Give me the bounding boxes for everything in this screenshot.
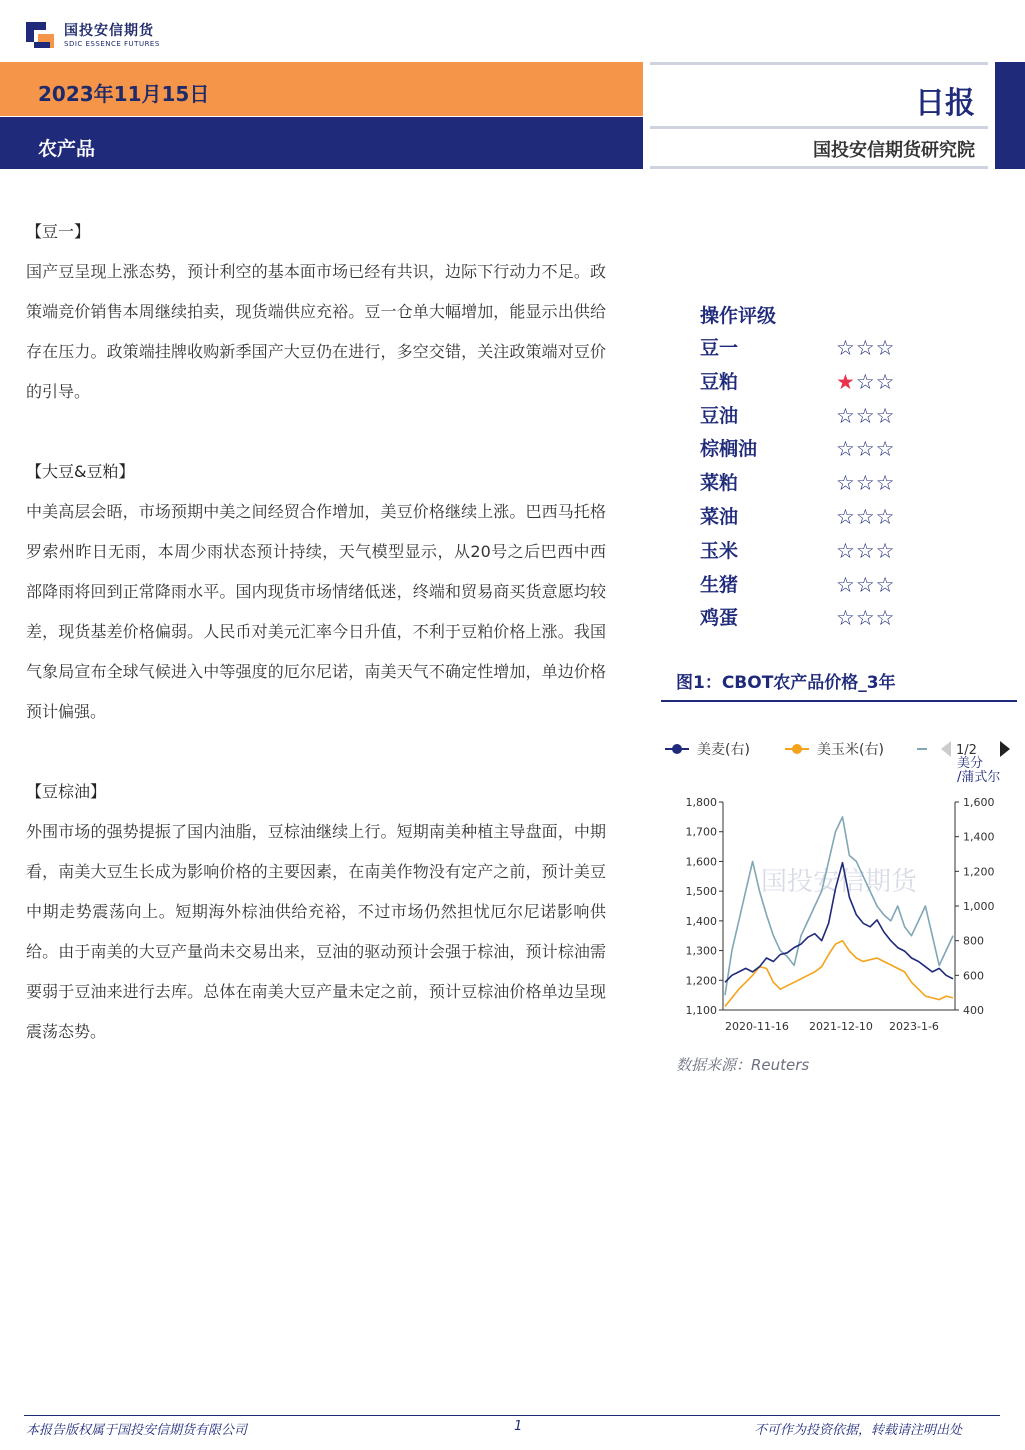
legend-marker-corn <box>792 744 802 754</box>
rating-product-name: 玉米 <box>700 539 739 562</box>
rating-stars <box>836 535 895 567</box>
rating-product-name: 鸡蛋 <box>700 607 739 630</box>
legend-graphic <box>663 737 1023 785</box>
footer-rule <box>24 1415 1000 1416</box>
section-paragraph: 外围市场的强势提振了国内油脂，豆棕油继续上行。短期南美种植主导盘面，中期看，南美大豆生长成为影响价格的主要因素，在南美作物没有定产之前，预计美豆中期走势震荡向上。短期海外棕油供给充裕，不过市场仍然担忧厄尔尼诺影响供给。由于南美的大豆产量尚未交易出来，豆油的驱动预计会强于棕油，预计棕油需要弱于豆油来进行去库。总体在南美大豆产量未定之前，预计豆棕油价格单边呈现震荡态势。 <box>26 822 606 1041</box>
section-paragraph: 中美高层会晤，市场预期中美之间经贸合作增加，美豆价格继续上涨。巴西马托格罗索州昨日无雨，本周少雨状态预计持续，天气模型显示，从20号之后巴西中西部降雨将回到正常降雨水平。国内现货市场情绪低迷，终端和贸易商买货意愿均较差，现货基差价格偏弱。人民币对美元汇率今日升值，不利于豆粕价格上涨。我国气象局宣布全球气候进入中等强度的厄尔尼诺，南美天气不确定性增加，单边价格预计偏强。 <box>26 502 606 721</box>
chart-legend <box>663 737 1023 785</box>
star-outline-icon: ☆ <box>875 504 896 529</box>
rating-row <box>700 400 950 434</box>
star-outline-icon: ☆ <box>855 606 876 631</box>
rating-stars <box>836 433 895 465</box>
star-outline-icon: ☆ <box>836 606 856 631</box>
report-type: 日报 <box>915 86 975 121</box>
commentary-column <box>26 212 606 1092</box>
data-source: 数据来源：Reuters <box>676 1056 810 1074</box>
figure-title: 图1：CBOT农产品价格_3年 <box>676 673 896 693</box>
rating-row <box>700 602 950 636</box>
series-line <box>725 817 953 995</box>
rating-row <box>700 501 950 535</box>
legend-page-indicator: 1/2 <box>956 743 977 758</box>
star-outline-icon: ☆ <box>836 538 856 563</box>
star-filled-icon: ★ <box>836 369 856 394</box>
legend-label-wheat: 美麦(右) <box>697 742 750 758</box>
y-left-tick-label: 1,200 <box>685 974 717 988</box>
star-outline-icon: ☆ <box>855 437 876 462</box>
rating-title: 操作评级 <box>700 305 777 327</box>
y-right-tick-label: 1,000 <box>963 900 995 913</box>
y-left-tick-label: 1,800 <box>685 796 717 809</box>
rating-product-name: 菜粕 <box>700 472 739 495</box>
page-number: 1 <box>514 1419 523 1434</box>
rating-product-name: 豆一 <box>700 337 739 359</box>
y-right-tick-label: 1,200 <box>963 865 995 879</box>
rating-stars <box>836 400 895 432</box>
section-soybean-no1 <box>26 212 606 412</box>
star-outline-icon: ☆ <box>836 471 856 496</box>
star-outline-icon: ☆ <box>875 403 896 428</box>
star-outline-icon: ☆ <box>875 369 896 394</box>
y-left-tick-label: 1,300 <box>685 944 717 958</box>
report-category: 农产品 <box>38 138 96 160</box>
figure-rule <box>661 700 1017 702</box>
y-left-tick-label: 1,100 <box>685 1004 717 1017</box>
star-outline-icon: ☆ <box>875 606 896 631</box>
header-rule-bottom <box>650 166 988 169</box>
chart-watermark: 国投安信期货 <box>760 867 918 897</box>
category-band <box>0 117 643 169</box>
rating-product-name: 豆油 <box>700 404 739 427</box>
rating-row <box>700 467 950 501</box>
rating-product-name: 豆粕 <box>700 370 739 393</box>
logo-name-en: SDIC ESSENCE FUTURES <box>64 40 160 48</box>
star-outline-icon: ☆ <box>836 336 856 360</box>
y-left-tick-label: 1,600 <box>685 855 717 869</box>
section-paragraph: 国产豆呈现上涨态势，预计利空的基本面市场已经有共识，边际下行动力不足。政策端竞价销售本周继续拍卖，现货端供应充裕。豆一仓单大幅增加，能显示出供给存在压力。政策端挂牌收购新季国产大豆仍在进行，多空交错，关注政策端对豆价的引导。 <box>26 262 606 401</box>
y-right-tick-label: 1,400 <box>963 830 995 844</box>
cbot-price-chart <box>661 790 1021 1040</box>
header-rule-top <box>650 62 988 65</box>
star-outline-icon: ☆ <box>875 336 896 360</box>
rating-stars <box>836 467 895 499</box>
rating-stars <box>836 332 895 364</box>
rating-stars <box>836 569 895 601</box>
rating-stars <box>836 366 895 398</box>
star-outline-icon: ☆ <box>875 437 896 462</box>
star-outline-icon: ☆ <box>836 403 856 428</box>
x-tick-label: 2023-1-6 <box>889 1020 939 1033</box>
rating-product-name: 菜油 <box>700 505 739 528</box>
star-outline-icon: ☆ <box>836 572 856 597</box>
star-outline-icon: ☆ <box>836 504 856 529</box>
rating-row <box>700 332 950 366</box>
star-outline-icon: ☆ <box>855 572 876 597</box>
star-outline-icon: ☆ <box>836 437 856 462</box>
legend-marker-wheat <box>672 744 682 754</box>
logo-name-cn: 国投安信期货 <box>64 23 154 39</box>
section-soybean-meal <box>26 452 606 732</box>
star-outline-icon: ☆ <box>855 538 876 563</box>
section-heading: 【豆棕油】 <box>26 782 107 801</box>
rating-row <box>700 535 950 569</box>
y-right-tick-label: 1,600 <box>963 796 995 809</box>
star-outline-icon: ☆ <box>855 403 876 428</box>
y-right-tick-label: 600 <box>963 969 984 983</box>
star-outline-icon: ☆ <box>875 538 896 563</box>
rating-product-name: 生猪 <box>700 573 739 596</box>
legend-next-icon[interactable] <box>1000 741 1010 757</box>
star-outline-icon: ☆ <box>855 369 876 394</box>
header-accent-tab <box>995 62 1025 169</box>
y-left-tick-label: 1,500 <box>685 885 717 899</box>
y-right-tick-label: 800 <box>963 934 984 948</box>
rating-panel <box>700 300 950 636</box>
rating-row <box>700 366 950 400</box>
report-date: 2023年11月15日 <box>38 82 210 106</box>
rating-product-name: 棕榈油 <box>700 438 758 461</box>
star-outline-icon: ☆ <box>875 572 896 597</box>
star-outline-icon: ☆ <box>855 504 876 529</box>
y-right-tick-label: 400 <box>963 1004 984 1017</box>
rating-row <box>700 433 950 467</box>
logo-icon <box>24 16 58 50</box>
institute-name: 国投安信期货研究院 <box>813 140 975 161</box>
header-rule-mid <box>650 126 988 129</box>
legend-label-corn: 美玉米(右) <box>817 742 884 758</box>
section-soy-palm-oil <box>26 772 606 1052</box>
x-tick-label: 2021-12-10 <box>809 1020 873 1033</box>
rating-stars <box>836 501 895 533</box>
company-logo <box>24 16 164 52</box>
rating-stars <box>836 602 895 634</box>
series-line <box>725 941 953 1007</box>
copyright-notice: 本报告版权属于国投安信期货有限公司 <box>26 1423 248 1438</box>
legend-prev-icon[interactable] <box>941 741 951 757</box>
star-outline-icon: ☆ <box>855 471 876 496</box>
section-heading: 【豆一】 <box>26 222 91 241</box>
disclaimer-notice: 不可作为投资依据，转载请注明出处 <box>754 1423 963 1438</box>
x-tick-label: 2020-11-16 <box>725 1020 789 1033</box>
star-outline-icon: ☆ <box>875 471 896 496</box>
unit-label: 美分 <box>957 756 984 771</box>
rating-list <box>700 332 950 636</box>
unit-label: /蒲式尔 <box>957 770 1001 785</box>
star-outline-icon: ☆ <box>855 336 876 360</box>
rating-row <box>700 569 950 603</box>
y-left-tick-label: 1,700 <box>685 825 717 839</box>
section-heading: 【大豆&豆粕】 <box>26 462 135 481</box>
y-left-tick-label: 1,400 <box>685 914 717 928</box>
